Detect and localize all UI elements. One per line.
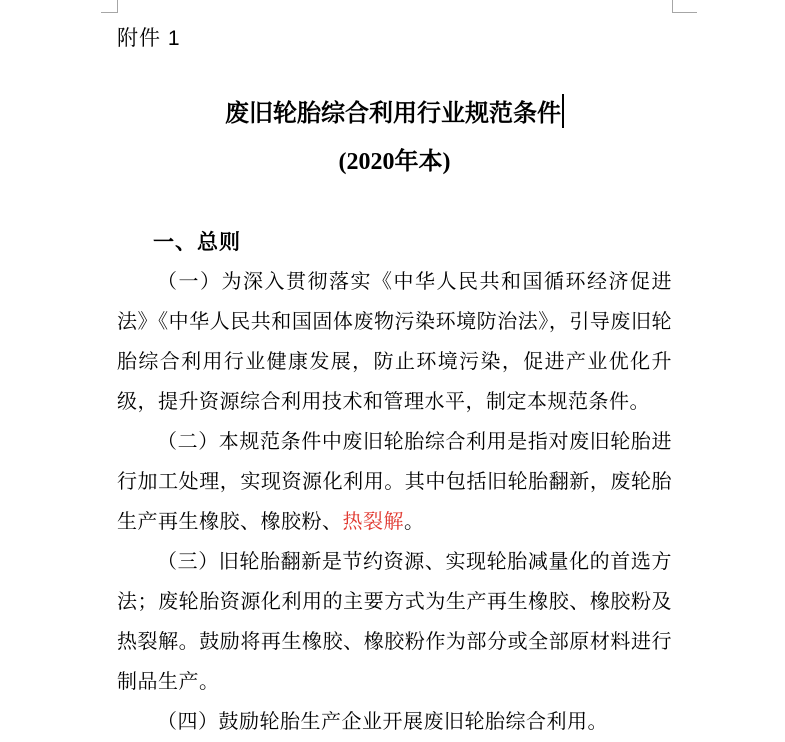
body-paragraph[interactable] [117,702,672,742]
text-boundary-mark-left [101,0,118,13]
body-text-block[interactable] [117,262,672,742]
attachment-label[interactable]: 附件 1 [117,27,181,50]
text-run[interactable]: （一）为深入贯彻落实《中华人民共和国循环经济促进法》《中华人民共和国固体废物污染环境防治法》，引导废旧轮胎综合利用行业健康发展，防止环境污染，促进产业优化升级，提升资源综合利用技术和管理水平，制定本规范条件。 [117,271,672,413]
revision-red-text-run[interactable]: 热裂解 [342,511,404,533]
body-paragraph[interactable] [117,422,672,542]
text-run[interactable]: （三）旧轮胎翻新是节约资源、实现轮胎减量化的首选方法；废轮胎资源化利用的主要方式为生产再生橡胶、橡胶粉及热裂解。鼓励将再生橡胶、橡胶粉作为部分或全部原材料进行制品生产。 [117,551,672,693]
text-run[interactable]: （四）鼓励轮胎生产企业开展废旧轮胎综合利用。 [157,711,608,733]
text-cursor [562,94,564,128]
subtitle-line[interactable] [117,142,672,182]
body-paragraph[interactable] [117,262,672,422]
title-line[interactable] [117,94,672,134]
text-run[interactable]: 。 [404,511,425,533]
text-run[interactable]: （二）本规范条件中废旧轮胎综合利用是指对废旧轮胎进行加工处理，实现资源化利用。其中包括旧轮胎翻新，废轮胎生产再生橡胶、橡胶粉、 [117,431,672,533]
text-boundary-mark-right [672,0,697,13]
section-heading[interactable]: 一、总则 [153,231,241,254]
document-edition[interactable]: (2020年本) [338,149,451,175]
body-paragraph[interactable] [117,542,672,702]
document-title[interactable]: 废旧轮胎综合利用行业规范条件 [225,100,561,127]
